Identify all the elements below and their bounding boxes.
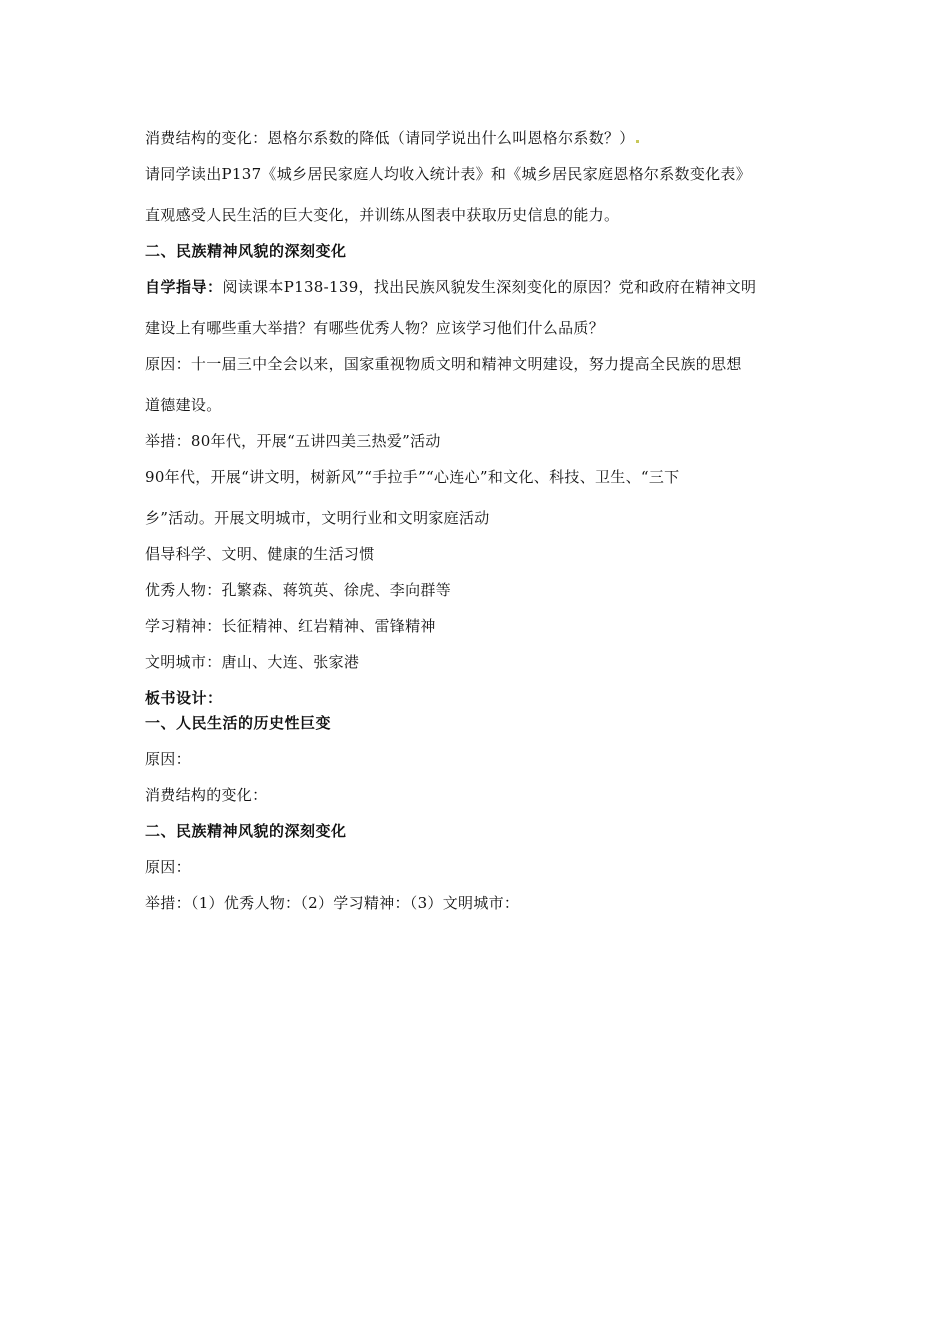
board-reason-two: 原因： xyxy=(145,858,191,876)
self-study-guide-text: 阅读课本P138-139，找出民族风貌发生深刻变化的原因？党和政府在精神文明 xyxy=(222,278,757,296)
board-design-title: 板书设计： xyxy=(145,689,223,707)
board-reason-one: 原因： xyxy=(145,750,191,768)
board-consumption-structure: 消费结构的变化： xyxy=(145,786,268,804)
measure-line-2: 90年代，开展“讲文明，树新风”“手拉手”“心连心”和文化、科技、卫生、“三下 xyxy=(145,468,680,486)
self-study-guide-label: 自学指导： xyxy=(145,278,223,296)
reading-purpose-line: 直观感受人民生活的巨大变化，并训练从图表中获取历史信息的能力。 xyxy=(145,206,620,224)
artifact-dot xyxy=(636,140,639,143)
section-two-heading: 二、民族精神风貌的深刻变化 xyxy=(145,242,347,260)
reason-line-2: 道德建设。 xyxy=(145,396,222,414)
measure-line-1: 举措：80年代，开展“五讲四美三热爱”活动 xyxy=(145,432,441,450)
board-section-one-heading: 一、人民生活的历史性巨变 xyxy=(145,714,332,732)
board-measures: 举措：（1）优秀人物：（2）学习精神：（3）文明城市： xyxy=(145,894,520,912)
healthy-habits-line: 倡导科学、文明、健康的生活习惯 xyxy=(145,545,375,563)
learning-spirit-line: 学习精神：长征精神、红岩精神、雷锋精神 xyxy=(145,617,436,635)
civilized-cities-line: 文明城市：唐山、大连、张家港 xyxy=(145,653,360,671)
measure-line-3: 乡”活动。开展文明城市，文明行业和文明家庭活动 xyxy=(145,509,490,527)
outstanding-people-line: 优秀人物：孔繁森、蒋筑英、徐虎、李向群等 xyxy=(145,581,452,599)
consumption-structure-text: 消费结构的变化：恩格尔系数的降低（请同学说出什么叫恩格尔系数？） xyxy=(145,129,635,147)
board-section-two-heading: 二、民族精神风貌的深刻变化 xyxy=(145,822,347,840)
consumption-structure-line xyxy=(145,128,640,148)
self-study-guide-line-2: 建设上有哪些重大举措？有哪些优秀人物？应该学习他们什么品质？ xyxy=(145,319,605,337)
reason-line-1: 原因：十一届三中全会以来，国家重视物质文明和精神文明建设，努力提高全民族的思想 xyxy=(145,355,742,373)
self-study-guide-line xyxy=(145,277,756,297)
reading-instruction-line: 请同学读出P137《城乡居民家庭人均收入统计表》和《城乡居民家庭恩格尔系数变化表》 xyxy=(145,165,752,183)
